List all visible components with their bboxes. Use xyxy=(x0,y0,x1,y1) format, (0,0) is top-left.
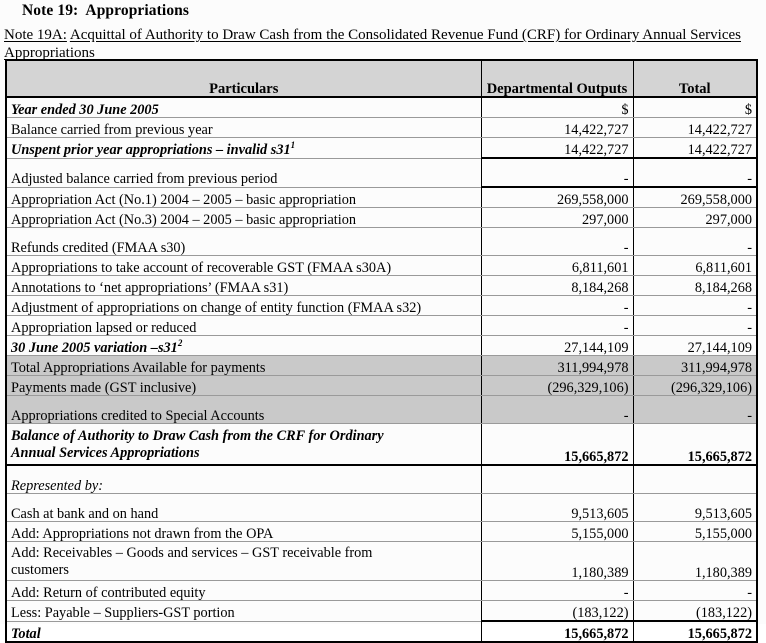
row-value-departmental-outputs-text: 8,184,268 xyxy=(571,279,629,296)
table-row xyxy=(6,601,757,622)
row-label xyxy=(6,208,481,228)
row-value-departmental-outputs-text: - xyxy=(623,170,629,187)
row-value-departmental-outputs xyxy=(481,316,633,336)
row-value-departmental-outputs xyxy=(481,396,633,424)
row-value-total xyxy=(633,424,757,466)
row-value-total-text: 311,994,978 xyxy=(681,359,752,376)
row-label xyxy=(6,356,481,376)
row-label-text: Appropriations credited to Special Accounts xyxy=(11,407,265,424)
row-value-departmental-outputs xyxy=(481,621,633,642)
row-value-departmental-outputs-text: 297,000 xyxy=(582,211,629,228)
row-value-total-text: 6,811,601 xyxy=(695,259,752,276)
row-value-total xyxy=(633,158,757,187)
row-value-departmental-outputs-text: - xyxy=(623,407,629,424)
table-row xyxy=(6,118,757,138)
row-value-departmental-outputs xyxy=(481,187,633,208)
row-label-line-2: customers xyxy=(11,562,69,578)
footnote-marker: 1 xyxy=(290,140,296,151)
row-value-total xyxy=(633,396,757,424)
table-body xyxy=(6,97,757,642)
row-value-departmental-outputs-text: 15,665,872 xyxy=(564,625,629,642)
row-label xyxy=(6,118,481,138)
row-label-line-1: Balance of Authority to Draw Cash from the CRF for Ordinary xyxy=(11,428,384,444)
row-value-total xyxy=(633,228,757,256)
row-value-total-text: - xyxy=(747,299,752,316)
row-value-total xyxy=(633,356,757,376)
table-row xyxy=(6,376,757,396)
row-value-departmental-outputs xyxy=(481,296,633,316)
row-value-total xyxy=(633,621,757,642)
row-value-departmental-outputs-text: 311,994,978 xyxy=(557,359,629,376)
row-value-departmental-outputs-text: 9,513,605 xyxy=(571,505,629,522)
row-value-departmental-outputs-text: 27,144,109 xyxy=(564,339,629,356)
row-value-total-text: - xyxy=(747,407,752,424)
table-row xyxy=(6,465,757,494)
row-value-total-text: - xyxy=(747,584,752,601)
row-value-departmental-outputs xyxy=(481,208,633,228)
row-label-text: Adjusted balance carried from previous period xyxy=(11,171,278,188)
row-value-departmental-outputs-text: - xyxy=(623,584,629,601)
row-value-total xyxy=(633,187,757,208)
row-label xyxy=(6,424,481,466)
row-value-departmental-outputs xyxy=(481,97,633,118)
row-value-departmental-outputs-text: (296,329,106) xyxy=(547,379,629,396)
row-label-text: Appropriation Act (No.1) 2004 – 2005 – basic appropriation xyxy=(11,191,357,208)
row-label xyxy=(6,316,481,336)
table-row xyxy=(6,494,757,522)
row-label-text: 30 June 2005 variation $-s31^2$ xyxy=(11,337,183,356)
row-value-departmental-outputs-text: 269,558,000 xyxy=(557,191,629,208)
footnote-marker: 2 xyxy=(177,337,183,348)
table-row xyxy=(6,396,757,424)
table-row xyxy=(6,581,757,601)
table-row xyxy=(6,97,757,118)
row-label-text: Refunds credited (FMAA s30) xyxy=(11,239,186,256)
row-label xyxy=(6,256,481,276)
row-value-departmental-outputs xyxy=(481,542,633,581)
subtitle-text: Acquittal of Authority to Draw Cash from the Consolidated Revenue Fund (CRF) for Ordinary Annual Services Appropriations xyxy=(4,27,741,61)
row-value-total-text: 27,144,109 xyxy=(687,339,752,356)
row-label-text: Appropriations to take account of recoverable GST (FMAA s30A) xyxy=(11,259,392,276)
row-value-departmental-outputs xyxy=(481,138,633,159)
row-value-total xyxy=(633,581,757,601)
row-label xyxy=(6,276,481,296)
column-header-particulars: Particulars xyxy=(6,60,481,97)
row-label-text: Appropriation Act (No.3) 2004 – 2005 – basic appropriation xyxy=(11,211,357,228)
row-label xyxy=(6,522,481,542)
row-value-total xyxy=(633,601,757,622)
table-row xyxy=(6,316,757,336)
row-label xyxy=(6,138,481,159)
row-label-text: Add: Appropriations not drawn from the OPA xyxy=(11,525,274,542)
row-value-total xyxy=(633,542,757,581)
row-value-departmental-outputs xyxy=(481,228,633,256)
row-value-departmental-outputs xyxy=(481,336,633,356)
row-label-text: Total Appropriations Available for payments xyxy=(11,359,266,376)
row-label xyxy=(6,601,481,622)
table-row xyxy=(6,138,757,159)
row-label xyxy=(6,376,481,396)
row-value-departmental-outputs-text: 6,811,601 xyxy=(571,259,629,276)
row-label xyxy=(6,187,481,208)
row-label xyxy=(6,396,481,424)
row-label-text: Cash at bank and on hand xyxy=(11,505,159,522)
row-label xyxy=(6,621,481,642)
row-value-departmental-outputs xyxy=(481,356,633,376)
row-value-total-text: - xyxy=(747,239,752,256)
table-row xyxy=(6,208,757,228)
row-label xyxy=(6,542,481,581)
row-label xyxy=(6,296,481,316)
row-value-departmental-outputs-text: - xyxy=(623,239,629,256)
row-value-total-text: (183,122) xyxy=(696,604,752,621)
row-label-text: Adjustment of appropriations on change of entity function (FMAA s32) xyxy=(11,299,422,316)
row-label-text: Total xyxy=(11,625,41,642)
row-label-text: Appropriation lapsed or reduced xyxy=(11,319,197,336)
row-value-total-text: 14,422,727 xyxy=(687,141,752,158)
row-value-total xyxy=(633,465,757,494)
row-label-text: Less: Payable – Suppliers-GST portion xyxy=(11,605,235,622)
appropriations-table-wrapper xyxy=(5,59,756,643)
row-value-departmental-outputs-text: $ xyxy=(621,101,629,118)
row-label xyxy=(6,494,481,522)
row-label-text: Unspent prior year appropriations – invalid $s31^1$ xyxy=(11,140,296,159)
row-value-total-text: 5,155,000 xyxy=(694,525,752,542)
row-value-departmental-outputs-text: - xyxy=(623,319,629,336)
row-value-departmental-outputs xyxy=(481,158,633,187)
row-label xyxy=(6,228,481,256)
subtitle-label: Note 19A: xyxy=(4,27,67,43)
row-label xyxy=(6,465,481,494)
row-value-total xyxy=(633,522,757,542)
row-value-total xyxy=(633,208,757,228)
table-row xyxy=(6,542,757,581)
row-value-departmental-outputs xyxy=(481,424,633,466)
row-value-total xyxy=(633,138,757,159)
table-header xyxy=(6,60,757,97)
row-label xyxy=(6,581,481,601)
row-value-departmental-outputs xyxy=(481,276,633,296)
table-row xyxy=(6,336,757,356)
row-label-text: Annotations to ‘net appropriations’ (FMAA s31) xyxy=(11,279,289,296)
row-value-total-text: 297,000 xyxy=(705,211,752,228)
row-value-total-text: 9,513,605 xyxy=(694,505,752,522)
table-row xyxy=(6,356,757,376)
row-label-line-1: Add: Receivables – Goods and services – GST receivable from xyxy=(11,545,373,561)
row-value-departmental-outputs xyxy=(481,601,633,622)
row-value-total-text: - xyxy=(747,170,752,187)
row-label-text xyxy=(11,428,477,462)
column-header-total: Total xyxy=(633,60,757,97)
row-value-total-text: 8,184,268 xyxy=(694,279,752,296)
row-value-total-text: 15,665,872 xyxy=(687,625,752,642)
row-value-departmental-outputs-text: 1,180,389 xyxy=(571,564,629,581)
table-row xyxy=(6,187,757,208)
table-row xyxy=(6,296,757,316)
row-value-departmental-outputs-text: 14,422,727 xyxy=(564,141,629,158)
row-value-total xyxy=(633,256,757,276)
row-value-total-text: 15,665,872 xyxy=(687,448,752,465)
row-value-total xyxy=(633,336,757,356)
row-value-departmental-outputs xyxy=(481,118,633,138)
row-label-text xyxy=(11,545,477,579)
row-value-total-text: $ xyxy=(744,101,752,118)
row-value-total-text: - xyxy=(747,319,752,336)
row-value-departmental-outputs xyxy=(481,465,633,494)
row-value-total-text: (296,329,106) xyxy=(670,379,752,396)
row-value-total xyxy=(633,276,757,296)
row-value-departmental-outputs xyxy=(481,522,633,542)
row-value-departmental-outputs xyxy=(481,376,633,396)
table-row xyxy=(6,621,757,642)
row-value-total-text: 269,558,000 xyxy=(680,191,752,208)
row-value-total xyxy=(633,376,757,396)
row-value-departmental-outputs-text: - xyxy=(623,299,629,316)
row-value-total-text: 1,180,389 xyxy=(694,564,752,581)
column-header-departmental-outputs: Departmental Outputs xyxy=(481,60,633,97)
row-label-text: Payments made (GST inclusive) xyxy=(11,379,197,396)
table-row xyxy=(6,276,757,296)
row-value-departmental-outputs xyxy=(481,256,633,276)
row-value-departmental-outputs xyxy=(481,581,633,601)
row-value-departmental-outputs xyxy=(481,494,633,522)
row-label-text: Balance carried from previous year xyxy=(11,121,213,138)
row-label xyxy=(6,158,481,187)
row-value-total xyxy=(633,494,757,522)
row-value-total-text: 14,422,727 xyxy=(687,121,752,138)
row-label-text: Represented by: xyxy=(11,477,103,494)
row-value-departmental-outputs-text: (183,122) xyxy=(572,604,629,621)
table-row xyxy=(6,158,757,187)
row-value-total xyxy=(633,296,757,316)
table-row xyxy=(6,228,757,256)
row-value-total xyxy=(633,118,757,138)
row-value-total xyxy=(633,316,757,336)
row-label-text: Add: Return of contributed equity xyxy=(11,584,206,601)
row-value-departmental-outputs-text: 5,155,000 xyxy=(571,525,629,542)
table-row xyxy=(6,522,757,542)
row-label xyxy=(6,97,481,118)
row-label xyxy=(6,336,481,356)
row-label-text: Year ended 30 June 2005 xyxy=(11,101,159,118)
table-header-row xyxy=(6,60,757,97)
row-value-departmental-outputs-text: 14,422,727 xyxy=(564,121,629,138)
row-value-departmental-outputs-text: 15,665,872 xyxy=(564,448,629,465)
table-row xyxy=(6,424,757,466)
row-value-total xyxy=(633,97,757,118)
table-row xyxy=(6,256,757,276)
subtitle xyxy=(4,27,762,62)
appropriations-table xyxy=(5,59,758,643)
row-label-line-2: Annual Services Appropriations xyxy=(11,445,200,461)
page-title: Note 19: Appropriations xyxy=(22,2,190,19)
